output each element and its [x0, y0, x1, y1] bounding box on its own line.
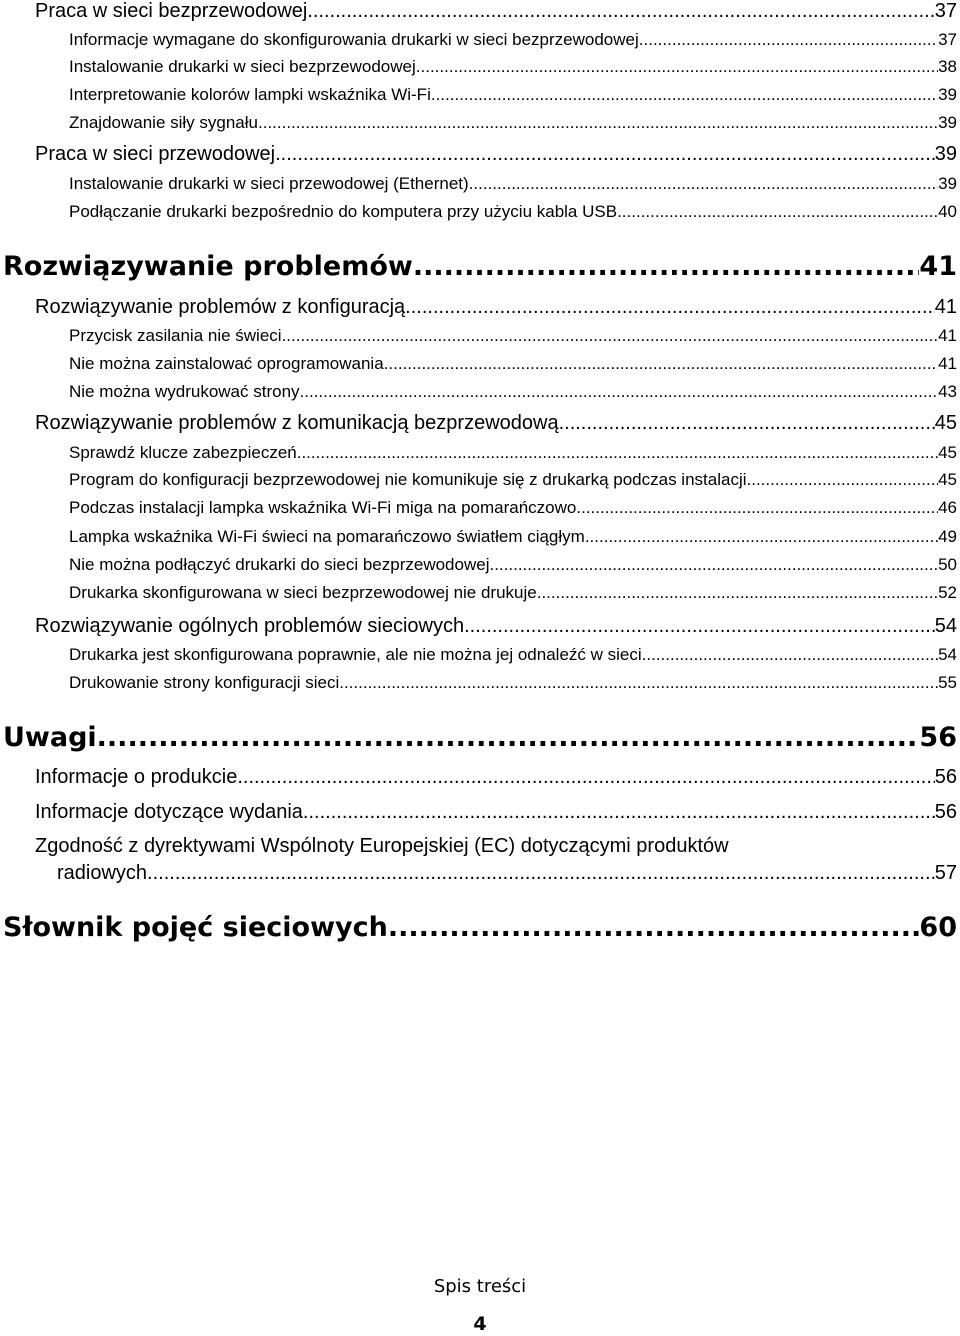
toc-entry-page: 55 — [938, 673, 957, 692]
toc-entry-title: Drukarka skonfigurowana w sieci bezprzewodowej nie drukuje — [69, 583, 537, 602]
toc-entry-title-line2: radiowych — [57, 862, 148, 884]
toc-entry-page: 52 — [938, 583, 957, 602]
toc-dot-leader — [297, 443, 938, 463]
toc-entry-title: Nie można zainstalować oprogramowania — [69, 354, 384, 373]
toc-entry-page: 38 — [938, 57, 957, 76]
toc-entry-page: 41 — [934, 296, 957, 318]
toc-entry-line2 — [35, 862, 957, 885]
toc-dot-leader — [237, 766, 934, 789]
toc-entry[interactable] — [69, 443, 957, 463]
toc-dot-leader — [576, 498, 938, 518]
toc-entry-title: Rozwiązywanie ogólnych problemów sieciowych — [35, 615, 465, 637]
toc-dot-leader — [416, 57, 938, 77]
toc-chapter-entry[interactable] — [3, 912, 957, 943]
toc-entry-page: 39 — [934, 143, 957, 165]
toc-entry[interactable] — [69, 85, 957, 105]
toc-entry[interactable] — [69, 555, 957, 575]
toc-entry-page: 54 — [934, 615, 957, 637]
toc-chapter-entry[interactable] — [3, 251, 957, 282]
toc-entry-title: Instalowanie drukarki w sieci bezprzewodowej — [69, 57, 416, 76]
toc-entry[interactable] — [35, 615, 957, 638]
toc-dot-leader — [282, 326, 939, 346]
toc-entry-page: 45 — [938, 470, 957, 489]
toc-entry-page: 56 — [934, 801, 957, 823]
toc-entry-page: 49 — [938, 527, 957, 546]
toc-entry-title: Podczas instalacji lampka wskaźnika Wi-Fi miga na pomarańczowo — [69, 498, 577, 517]
toc-entry[interactable] — [69, 174, 957, 194]
toc-entry-title-line1: Zgodność z dyrektywami Wspólnoty Europejskiej (EC) dotyczącymi produktów — [35, 835, 729, 857]
toc-dot-leader — [388, 912, 920, 943]
toc-dot-leader — [339, 673, 938, 693]
toc-entry-page: 56 — [934, 766, 957, 788]
toc-entry[interactable] — [35, 296, 957, 319]
toc-dot-leader — [537, 583, 938, 603]
toc-entry-title: Informacje dotyczące wydania — [35, 801, 303, 823]
toc-entry-multiline[interactable] — [35, 835, 957, 885]
toc-dot-leader — [751, 470, 938, 490]
toc-entry[interactable] — [69, 382, 957, 402]
toc-chapter-title: Słownik pojęć sieciowych — [3, 912, 388, 943]
toc-entry-page: 37 — [938, 30, 957, 49]
toc-entry[interactable] — [69, 354, 957, 374]
toc-dot-leader — [147, 862, 935, 885]
toc-entry-title: Informacje o produkcie — [35, 766, 238, 788]
toc-dot-leader — [559, 412, 935, 435]
toc-entry[interactable] — [69, 498, 957, 518]
toc-entry-title: Znajdowanie siły sygnału — [69, 113, 258, 132]
toc-chapter-title: Uwagi — [3, 722, 97, 753]
footer-page-number: 4 — [473, 1313, 487, 1335]
toc-entry[interactable] — [69, 527, 957, 547]
toc-entry-title: Program do konfiguracji bezprzewodowej nie komunikuje się z drukarką podczas instalacji. — [69, 470, 752, 489]
toc-entry-page: 40 — [938, 202, 957, 221]
toc-dot-leader — [464, 615, 935, 638]
toc-entry-title: Drukarka jest skonfigurowana poprawnie, ale nie można jej odnaleźć w sieci — [69, 645, 642, 664]
toc-dot-leader — [489, 555, 938, 575]
toc-dot-leader — [642, 645, 938, 665]
toc-entry-title: Interpretowanie kolorów lampki wskaźnika Wi-Fi — [69, 85, 431, 104]
toc-entry-title: Rozwiązywanie problemów z komunikacją bezprzewodową — [35, 412, 559, 434]
toc-entry-page: 39 — [938, 113, 957, 132]
toc-entry-page: 41 — [938, 326, 957, 345]
toc-entry-title: Rozwiązywanie problemów z konfiguracją — [35, 296, 406, 318]
toc-entry[interactable] — [35, 143, 957, 166]
toc-entry[interactable] — [69, 470, 957, 490]
toc-entry[interactable] — [35, 412, 957, 435]
toc-entry-page: 39 — [938, 85, 957, 104]
toc-entry-title: Drukowanie strony konfiguracji sieci — [69, 673, 340, 692]
toc-entry-page: 43 — [938, 382, 957, 401]
toc-entry-page: 45 — [938, 443, 957, 462]
toc-entry-page: 41 — [938, 354, 957, 373]
toc-chapter-page: 56 — [919, 722, 957, 753]
toc-entry-page: 54 — [938, 645, 957, 664]
toc-entry-title: Przycisk zasilania nie świeci — [69, 326, 282, 345]
toc-entry[interactable] — [35, 766, 957, 789]
toc-entry[interactable] — [69, 113, 957, 133]
toc-entry-title: Podłączanie drukarki bezpośrednio do komputera przy użyciu kabla USB — [69, 202, 618, 221]
toc-entry[interactable] — [69, 583, 957, 603]
toc-entry-title: Praca w sieci przewodowej — [35, 143, 276, 165]
toc-dot-leader — [639, 30, 938, 50]
toc-chapter-page: 60 — [919, 912, 957, 943]
toc-dot-leader — [585, 527, 938, 547]
toc-dot-leader — [617, 202, 938, 222]
toc-dot-leader — [405, 296, 935, 319]
toc-dot-leader — [300, 382, 939, 402]
toc-entry[interactable] — [69, 645, 957, 665]
toc-dot-leader — [431, 85, 938, 105]
toc-dot-leader — [275, 143, 935, 166]
footer-section-title: Spis treści — [433, 1276, 527, 1297]
toc-entry-title: Nie można podłączyć drukarki do sieci bezprzewodowej — [69, 555, 490, 574]
toc-entry[interactable] — [69, 326, 957, 346]
toc-dot-leader — [384, 354, 938, 374]
toc-chapter-entry[interactable] — [3, 722, 957, 753]
toc-entry-page: 45 — [934, 412, 957, 434]
toc-dot-leader — [303, 801, 935, 824]
toc-entry[interactable] — [35, 0, 957, 23]
toc-entry[interactable] — [69, 57, 957, 77]
toc-dot-leader — [469, 174, 938, 194]
toc-entry-page: 57 — [934, 862, 957, 884]
toc-entry-page: 46 — [938, 498, 957, 517]
toc-entry-page: 39 — [938, 174, 957, 193]
toc-entry-title: Sprawdź klucze zabezpieczeń — [69, 443, 297, 462]
toc-entry[interactable] — [35, 801, 957, 824]
toc-entry-title: Informacje wymagane do skonfigurowania drukarki w sieci bezprzewodowej — [69, 30, 639, 49]
toc-entry-page: 50 — [938, 555, 957, 574]
toc-entry-title: Nie można wydrukować strony — [69, 382, 300, 401]
toc-dot-leader — [258, 113, 938, 133]
toc-entry[interactable] — [69, 30, 957, 50]
toc-dot-leader — [413, 251, 920, 282]
toc-entry-title: Praca w sieci bezprzewodowej — [35, 0, 308, 22]
toc-entry-title: Lampka wskaźnika Wi-Fi świeci na pomarańczowo światłem ciągłym — [69, 527, 585, 546]
toc-chapter-page: 41 — [919, 251, 957, 282]
toc-entry[interactable] — [69, 202, 957, 222]
toc-entry-title: Instalowanie drukarki w sieci przewodowej (Ethernet) — [69, 174, 469, 193]
toc-dot-leader — [307, 0, 934, 23]
toc-dot-leader — [97, 722, 920, 753]
toc-entry-page: 37 — [934, 0, 957, 22]
toc-entry[interactable] — [69, 673, 957, 693]
toc-chapter-title: Rozwiązywanie problemów — [3, 251, 413, 282]
